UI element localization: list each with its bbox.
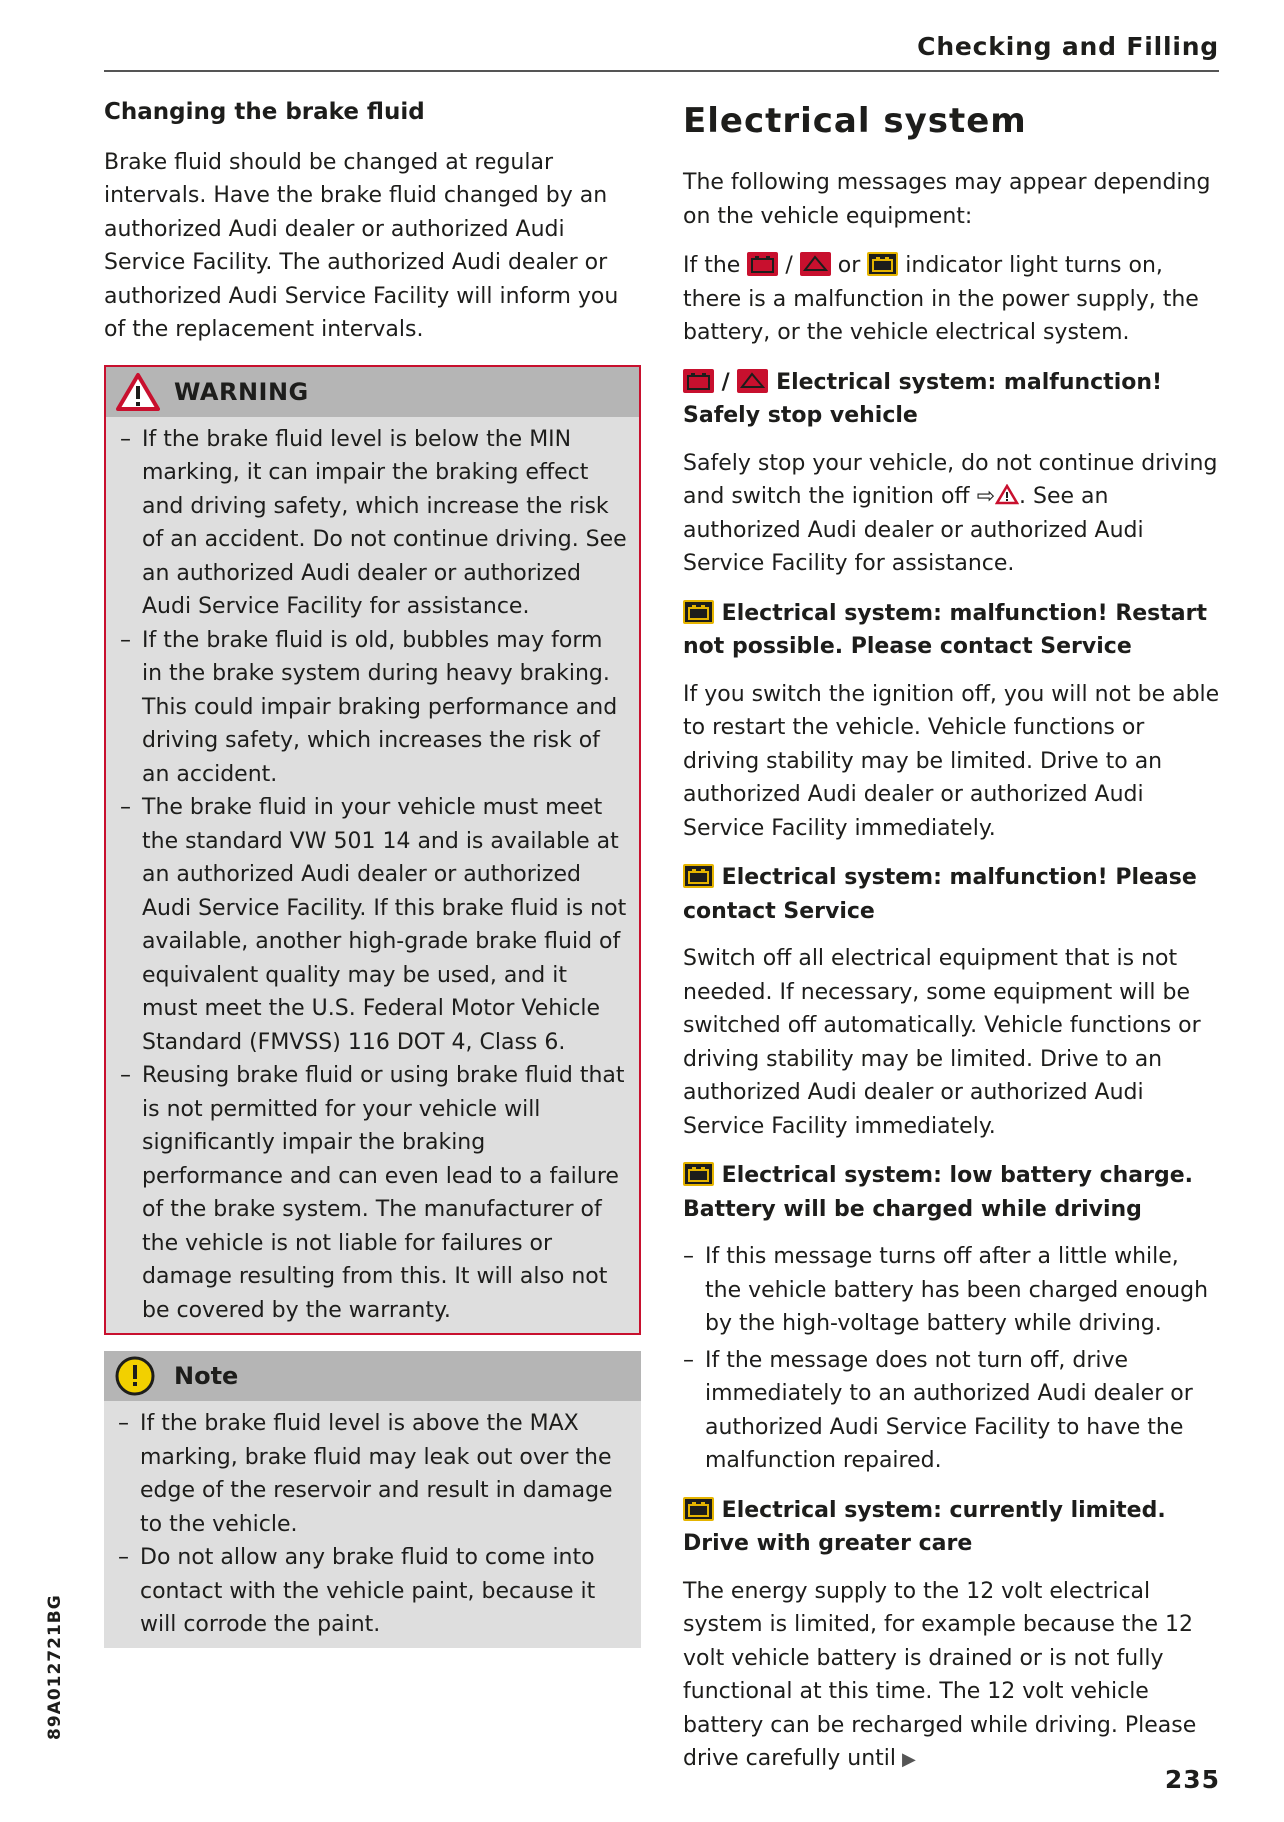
right-column: [683, 98, 1220, 1793]
brake-fluid-intro: Brake fluid should be changed at regular intervals. Have the brake fluid changed by an authorized Audi dealer or authorized Audi Service Facility. The authorized Audi dealer or authorized Audi Service Facility will inform you of the replacement intervals.: [104, 149, 619, 343]
brake-fluid-heading: Changing the brake fluid: [104, 99, 425, 125]
note-header: [104, 1351, 641, 1401]
electrical-intro: The following messages may appear depending on the vehicle equipment:: [683, 170, 1211, 229]
msg-body-limited: The energy supply to the 12 volt electrical system is limited, for example because the 12 volt vehicle battery is drained or is not fully functional at this time. The 12 volt vehicle battery can be recharged while driving. Please drive carefully until ▶: [683, 1578, 1197, 1771]
warning-item: – The brake fluid in your vehicle must meet the standard VW 501 14 and is available at an authorized Audi dealer or authorized Audi Service Facility. If this brake fluid is not available, another high-grade brake fluid of equivalent quality may be used, and it must meet the U.S. Federal Motor Vehicle Standard (FMVSS) 116 DOT 4, Class 6.: [120, 795, 627, 1055]
warning-box: [104, 365, 641, 1336]
battery-yellow-icon: [683, 1162, 714, 1186]
electrical-system-red-icon: [800, 252, 831, 276]
note-title: Note: [174, 1362, 239, 1391]
msg-heading-safely-stop: / Electrical system: malfunction! Safely stop vehicle: [683, 369, 1163, 428]
warning-item: – If the brake fluid is old, bubbles may form in the brake system during heavy braking. This could impair braking performance and driving safety, which increases the risk of an accident.: [120, 627, 618, 787]
page-header: [104, 28, 1219, 72]
arrow-right-icon: ⇨: [976, 484, 996, 509]
note-body: [104, 1401, 641, 1648]
msg-body-safely-stop: Safely stop your vehicle, do not continue driving and switch the ignition off ⇨ . See an authorized Audi dealer or authorized Audi Service Facility for assistance.: [683, 450, 1218, 576]
low-battery-list: [683, 1240, 1220, 1478]
battery-yellow-icon: [683, 600, 714, 624]
msg-heading-low-battery: Electrical system: low battery charge. Battery will be charged while driving: [683, 1163, 1194, 1222]
msg-heading-restart: Electrical system: malfunction! Restart not possible. Please contact Service: [683, 600, 1208, 659]
warning-triangle-icon: [995, 484, 1019, 505]
section-label: Checking and Filling: [917, 32, 1219, 61]
battery-yellow-icon: [867, 252, 898, 276]
msg-body-contact-service: Switch off all electrical equipment that is not needed. If necessary, some equipment will be switched off automatically. Vehicle functions or driving stability may be limited. Drive to an authorized Audi dealer or authorized Audi Service Facility immediately.: [683, 946, 1201, 1139]
page-number: 235: [1164, 1765, 1220, 1794]
left-column: [104, 98, 641, 1648]
electrical-system-red-icon: [737, 369, 768, 393]
warning-title: WARNING: [174, 377, 309, 406]
document-code: 89A012721BG: [45, 1594, 65, 1740]
list-item: – If the message does not turn off, drive immediately to an authorized Audi dealer or authorized Audi Service Facility to have the malfunction repaired.: [683, 1347, 1193, 1473]
battery-yellow-icon: [683, 864, 714, 888]
battery-yellow-icon: [683, 1497, 714, 1521]
warning-triangle-icon: [116, 372, 160, 412]
note-box: [104, 1351, 641, 1648]
battery-red-icon: [683, 369, 714, 393]
warning-item: – If the brake fluid level is below the MIN marking, it can impair the braking effect and driving safety, which increase the risk of an accident. Do not continue driving. See an authorized Audi dealer or authorized Audi Service Facility for assistance.: [120, 426, 627, 620]
note-item: – Do not allow any brake fluid to come into contact with the vehicle paint, because it will corrode the paint.: [118, 1545, 596, 1638]
exclamation-circle-icon: [114, 1355, 156, 1397]
note-item: – If the brake fluid level is above the MAX marking, brake fluid may leak out over the edge of the reservoir and result in damage to the vehicle.: [118, 1411, 613, 1537]
battery-red-icon: [747, 252, 778, 276]
msg-body-restart: If you switch the ignition off, you will not be able to restart the vehicle. Vehicle functions or driving stability may be limited. Drive to an authorized Audi dealer or authorized Audi Service Facility immediately.: [683, 681, 1220, 841]
warning-header: [106, 367, 639, 417]
page-title: Electrical system: [683, 101, 1027, 141]
indicator-description: If the / or indicator light turns on, there is a malfunction in the power supply, the battery, or the vehicle electrical system.: [683, 253, 1199, 345]
warning-item: – Reusing brake fluid or using brake fluid that is not permitted for your vehicle will significantly impair the braking performance and can even lead to a failure of the brake system. The manufacturer of the vehicle is not liable for failures or damage resulting from this. It will also not be covered by the warranty.: [120, 1063, 625, 1323]
msg-heading-contact-service: Electrical system: malfunction! Please contact Service: [683, 865, 1197, 924]
list-item: – If this message turns off after a little while, the vehicle battery has been charged enough by the high-voltage battery while driving.: [683, 1244, 1209, 1336]
warning-body: [106, 417, 639, 1334]
continue-arrow-icon: ▶: [902, 1749, 916, 1770]
msg-heading-limited: Electrical system: currently limited. Drive with greater care: [683, 1497, 1166, 1556]
